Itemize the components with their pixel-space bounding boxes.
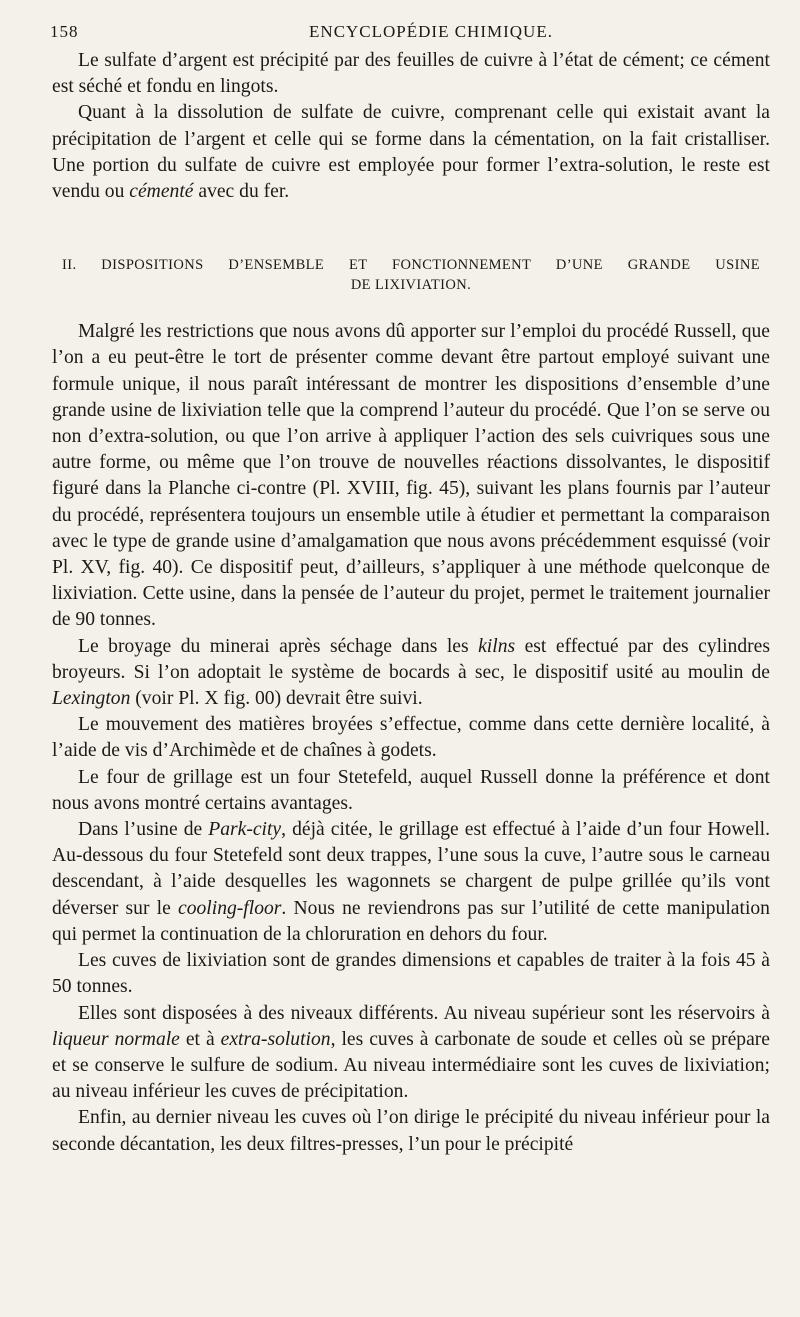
paragraph: Enfin, au dernier niveau les cuves où l’on dirige le précipité du niveau inférieur pour la seconde décantation, les deux filtres-presses, l’un pour le précipité <box>52 1107 770 1155</box>
emphasis: cooling-floor <box>178 897 282 919</box>
emphasis: cémenté <box>129 181 194 203</box>
emphasis: extra-solution <box>220 1028 331 1050</box>
paragraph: Elles sont disposées à des niveaux différents. Au niveau supérieur sont les réservoirs à liqueur normale et à extra-solution, les cuves à carbonate de soude et celles où se prépare et se conserve le sulfure de sodium. Au niveau intermédiaire sont les cuves de lixiviation; au niveau inférieur les cuves de précipitation. <box>52 1002 770 1103</box>
section-heading-line: II. DISPOSITIONS D’ENSEMBLE ET FONCTIONNEMENT D’UNE GRANDE USINE <box>62 257 760 274</box>
paragraph: Les cuves de lixiviation sont de grandes dimensions et capables de traiter à la fois 45 à 50 tonnes. <box>52 950 770 998</box>
emphasis: Park-city <box>208 819 282 841</box>
page-header <box>52 20 770 48</box>
page-number: 158 <box>50 22 79 41</box>
running-title: ENCYCLOPÉDIE CHIMIQUE. <box>309 22 553 41</box>
emphasis: liqueur normale <box>52 1028 180 1050</box>
paragraph: Malgré les restrictions que nous avons dû apporter sur l’emploi du procédé Russell, que l’on a eu peut-être le tort de présenter comme devant être partout employé suivant une formule unique, il nous paraît intéressant de montrer les dispositions d’ensemble d’une grande usine de lixiviation telle que la comprend l’auteur du procédé. Que l’on se serve ou non d’extra-solution, ou que l’on arrive à appliquer l’action des sels cuivriques sous une autre forme, ou même que l’on trouve de nouvelles réactions dissolvantes, le dispositif figuré dans la Planche ci-contre (Pl. XVIII, fig. 45), suivant les plans fournis par l’auteur du procédé, représentera toujours un ensemble utile à étudier et permettant la comparaison avec le type de grande usine d’amalgamation que nous avons précédemment esquissé (voir Pl. XV, fig. 40). Ce dispositif peut, d’ailleurs, s’appliquer à une méthode quelconque de lixiviation. Cette usine, dans la pensée de l’auteur du projet, permet le traitement journalier de 90 tonnes. <box>52 321 770 631</box>
section-heading <box>52 255 770 295</box>
paragraph: Le sulfate d’argent est précipité par des feuilles de cuivre à l’état de cément; ce cément est séché et fondu en lingots. <box>52 50 770 98</box>
paragraph: Le broyage du minerai après séchage dans les kilns est effectué par des cylindres broyeurs. Si l’on adoptait le système de bocards à sec, le dispositif usité au moulin de Lexington (voir Pl. X fig. 00) devrait être suivi. <box>52 635 770 710</box>
paragraph: Le mouvement des matières broyées s’effectue, comme dans cette dernière localité, à l’aide de vis d’Archimède et de chaînes à godets. <box>52 714 770 762</box>
body-text <box>52 48 770 1158</box>
paragraph: Quant à la dissolution de sulfate de cuivre, comprenant celle qui existait avant la précipitation de l’argent et celle qui se forme dans la cémentation, on la fait cristalliser. Une portion du sulfate de cuivre est employée pour former l’extra-solution, le reste est vendu ou cémenté avec du fer. <box>52 102 770 203</box>
emphasis: Lexington <box>52 688 131 710</box>
emphasis: kilns <box>478 635 516 657</box>
paragraph: Dans l’usine de Park-city, déjà citée, le grillage est effectué à l’aide d’un four Howell. Au-dessous du four Stetefeld sont deux trappes, l’une sous la cuve, l’autre sous le carneau descendant, à l’aide desquelles les wagonnets se chargent de pulpe grillée qu’ils vont déverser sur le cooling-floor. Nous ne reviendrons pas sur l’utilité de cette manipulation qui permet la continuation de la chloruration en dehors du four. <box>52 819 770 945</box>
section-heading-line: DE LIXIVIATION. <box>350 277 472 294</box>
paragraph: Le four de grillage est un four Stetefeld, auquel Russell donne la préférence et dont nous avons montré certains avantages. <box>52 766 770 814</box>
